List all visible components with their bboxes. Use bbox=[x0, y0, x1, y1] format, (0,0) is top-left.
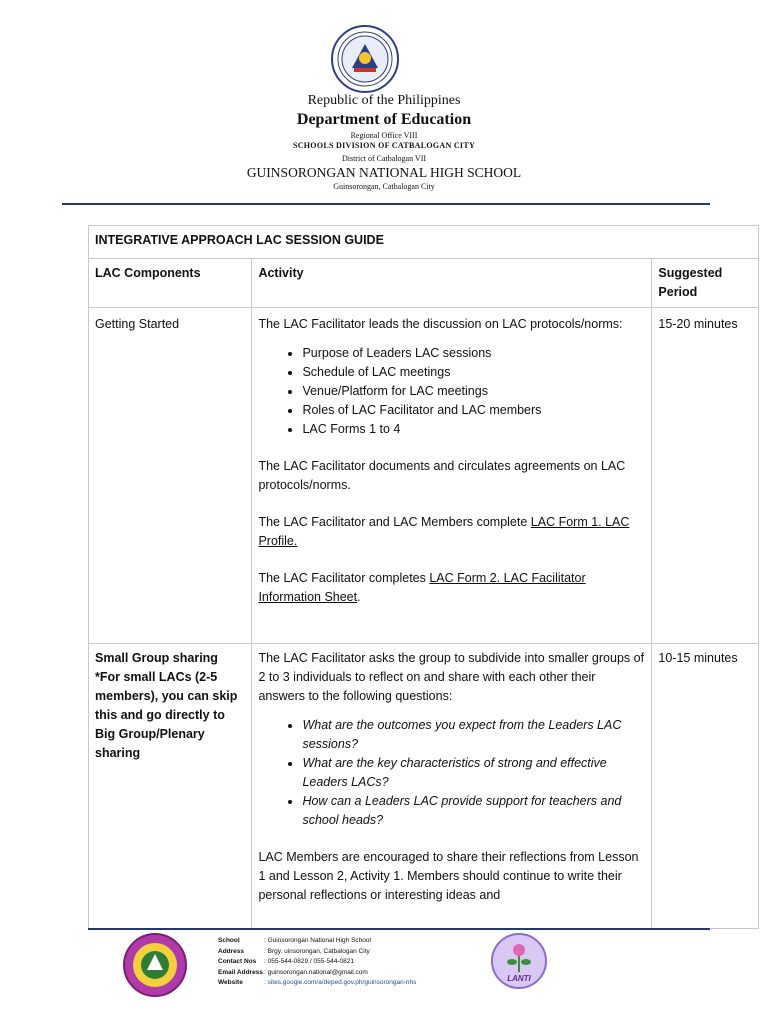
lanti-logo bbox=[490, 932, 548, 990]
contact-row bbox=[218, 936, 416, 947]
contact-label: Address bbox=[218, 947, 245, 955]
page-body bbox=[0, 225, 768, 929]
list-item: • LAC Forms 1 to 4 bbox=[302, 420, 645, 439]
paragraph-text: The LAC Facilitator completes bbox=[258, 571, 430, 585]
contact-block bbox=[218, 936, 416, 989]
regional-office: Regional Office VIII bbox=[350, 131, 418, 140]
activity-intro: The LAC Facilitator asks the group to subdivide into smaller groups of 2 to 3 individuals to reflect on and share with each other their answers to the following questions: bbox=[258, 651, 645, 703]
footer-divider bbox=[88, 928, 710, 930]
component-cell: Getting Started bbox=[89, 308, 252, 644]
contact-value: : Guinsorongan National High School bbox=[264, 937, 371, 944]
table-title: INTEGRATIVE APPROACH LAC SESSION GUIDE bbox=[89, 226, 759, 259]
contact-row bbox=[218, 968, 416, 979]
activity-paragraph bbox=[258, 513, 645, 551]
column-header-components: LAC Components bbox=[89, 259, 252, 308]
column-header-activity: Activity bbox=[252, 259, 652, 308]
lac-form-2-link[interactable]: LAC Form 2. LAC Facilitator Information Sheet bbox=[258, 571, 586, 604]
contact-label: Website bbox=[218, 979, 243, 986]
contact-value: : 055-544-0829 / 055-544-0821 bbox=[264, 958, 354, 965]
list-item: • Roles of LAC Facilitator and LAC members bbox=[302, 401, 645, 420]
component-cell bbox=[89, 644, 252, 929]
protocol-list bbox=[258, 344, 645, 439]
school-name: GUINSORONGAN NATIONAL HIGH SCHOOL bbox=[246, 165, 522, 180]
activity-cell bbox=[252, 308, 652, 644]
list-item: • Venue/Platform for LAC meetings bbox=[302, 382, 645, 401]
contact-label: Contact Nos bbox=[218, 958, 257, 965]
contact-value: : Brgy. uinsorongan, Catbalogan City bbox=[264, 947, 370, 955]
table-header-row bbox=[89, 259, 759, 308]
period-cell: 10-15 minutes bbox=[652, 644, 759, 929]
activity-intro: The LAC Facilitator leads the discussion on LAC protocols/norms: bbox=[258, 317, 623, 331]
header-divider bbox=[62, 203, 710, 205]
website-link[interactable]: : sites.google.com/a/deped.gov.ph/guinsorongan-nhs bbox=[264, 979, 417, 986]
contact-label: School bbox=[218, 937, 240, 944]
school-logo bbox=[122, 932, 188, 998]
list-item: • How can a Leaders LAC provide support for teachers and school heads? bbox=[302, 792, 645, 830]
activity-paragraph: LAC Members are encouraged to share their reflections from Lesson 1 and Lesson 2, Activity 1. Members should continue to write their personal reflections or interesting ideas and bbox=[258, 850, 639, 902]
contact-row bbox=[218, 978, 416, 989]
list-item: • Schedule of LAC meetings bbox=[302, 363, 645, 382]
list-item: • What are the key characteristics of strong and effective Leaders LACs? bbox=[302, 754, 645, 792]
activity-paragraph bbox=[258, 569, 645, 607]
period-cell: 15-20 minutes bbox=[652, 308, 759, 644]
division-name: SCHOOLS DIVISION OF CATBALOGAN CITY bbox=[292, 141, 476, 150]
lac-form-1-link[interactable]: LAC Form 1. LAC Profile. bbox=[258, 515, 630, 548]
component-note: *For small LACs (2-5 members), you can skip this and go directly to Big Group/Plenary sharing bbox=[95, 670, 238, 760]
question-list bbox=[258, 716, 645, 830]
contact-row bbox=[218, 947, 416, 958]
department-title: Department of Education bbox=[296, 111, 472, 128]
contact-row bbox=[218, 957, 416, 968]
list-item: • Purpose of Leaders LAC sessions bbox=[302, 344, 645, 363]
activity-paragraph: The LAC Facilitator documents and circulates agreements on LAC protocols/norms. bbox=[258, 459, 626, 492]
district-name: District of Catbalogan VII bbox=[341, 154, 427, 163]
republic-line: Republic of the Philippines bbox=[307, 93, 461, 108]
school-address: Guinsorongan, Catbalogan City bbox=[333, 182, 435, 191]
email-value[interactable]: : guinsorongan.national@gmail.com bbox=[264, 968, 368, 976]
paragraph-text: The LAC Facilitator and LAC Members complete bbox=[258, 515, 531, 529]
paragraph-end: . bbox=[357, 590, 361, 604]
deped-seal bbox=[330, 24, 400, 94]
lanti-label: LANTI bbox=[507, 974, 531, 983]
column-header-period: Suggested Period bbox=[652, 259, 759, 308]
contact-label: Email Address bbox=[218, 968, 263, 976]
list-item: • What are the outcomes you expect from the Leaders LAC sessions? bbox=[302, 716, 645, 754]
activity-cell bbox=[252, 644, 652, 929]
session-guide-table bbox=[88, 225, 759, 929]
table-row bbox=[89, 308, 759, 644]
table-row bbox=[89, 644, 759, 929]
component-title: Small Group sharing bbox=[95, 651, 218, 665]
